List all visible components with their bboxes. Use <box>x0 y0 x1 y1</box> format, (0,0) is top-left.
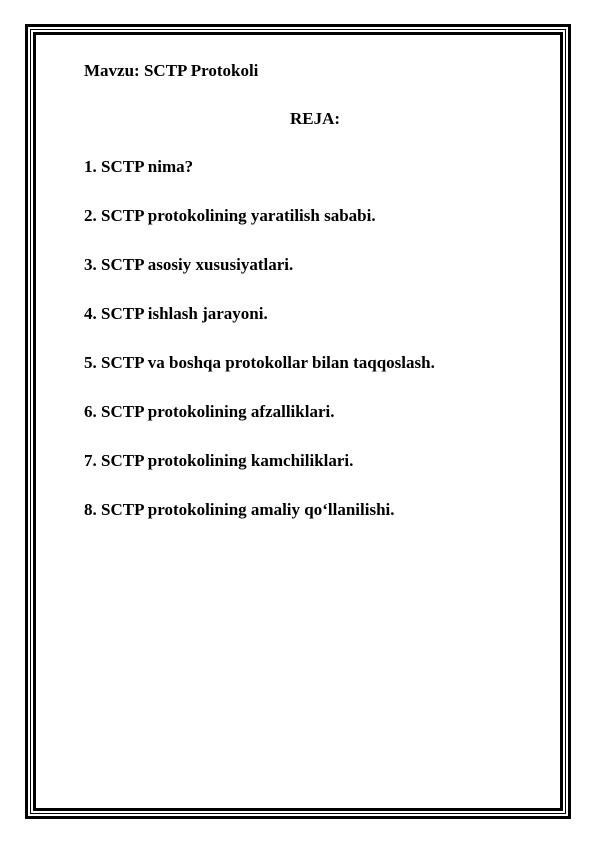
plan-item: 7. SCTP protokolining kamchiliklari. <box>84 451 354 470</box>
plan-item: 6. SCTP protokolining afzalliklari. <box>84 402 335 421</box>
plan-item: 3. SCTP asosiy xususiyatlari. <box>84 255 294 274</box>
plan-item: 4. SCTP ishlash jarayoni. <box>84 304 268 323</box>
plan-item: 1. SCTP nima? <box>84 157 194 176</box>
topic-title: Mavzu: SCTP Protokoli <box>84 61 259 80</box>
plan-item: 8. SCTP protokolining amaliy qo‘llanilishi. <box>84 500 395 519</box>
plan-item: 2. SCTP protokolining yaratilish sababi. <box>84 206 376 225</box>
plan-list <box>84 157 435 549</box>
plan-heading: REJA: <box>290 109 341 128</box>
plan-item: 5. SCTP va boshqa protokollar bilan taqqoslash. <box>84 353 435 372</box>
